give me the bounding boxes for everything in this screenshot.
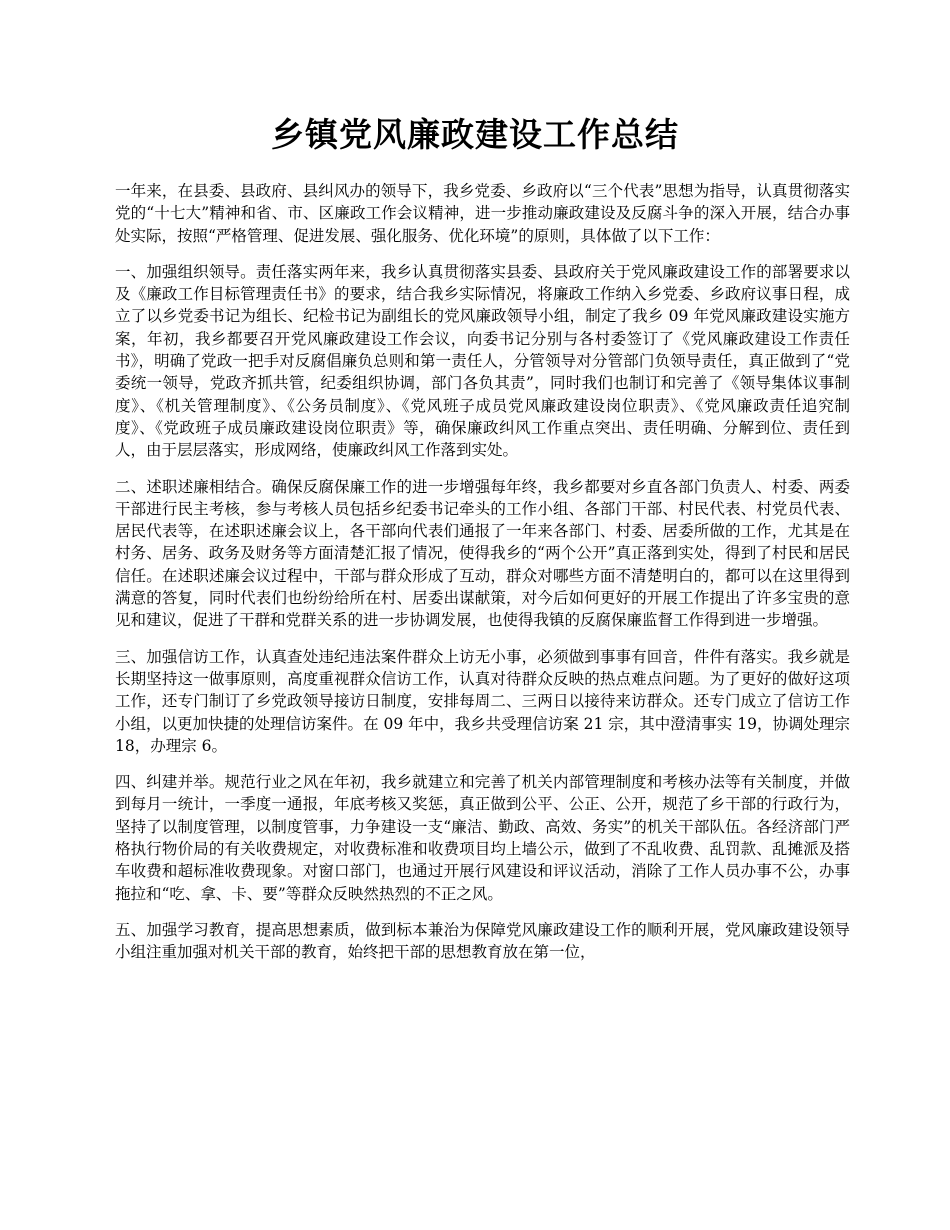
paragraph-section-2: 二、述职述廉相结合。确保反腐保廉工作的进一步增强每年终，我乡都要对乡直各部门负责人、村委、两委干部进行民主考核，参与考核人员包括乡纪委书记牵头的工作小组、各部门干部、村民代表、村党员代表、居民代表等，在述职述廉会议上，各干部向代表们通报了一年来各部门、村委、居委所做的工作，尤其是在村务、居务、政务及财务等方面清楚汇报了情况，使得我乡的“两个公开”真正落到实处，得到了村民和居民信任。在述职述廉会议过程中，干部与群众形成了互动，群众对哪些方面不清楚明白的，都可以在这里得到满意的答复，同时代表们也纷纷给所在村、居委出谋献策，对今后如何更好的开展工作提出了许多宝贵的意见和建议，促进了干群和党群关系的进一步协调发展，也使得我镇的反腐保廉监督工作得到进一步增强。 <box>115 477 850 630</box>
paragraph-section-4: 四、纠建并举。规范行业之风在年初，我乡就建立和完善了机关内部管理制度和考核办法等有关制度，并做到每月一统计，一季度一通报，年底考核又奖惩，真正做到公平、公正、公开，规范了乡干部的行政行为，坚持了以制度管理，以制度管事，力争建设一支“廉洁、勤政、高效、务实”的机关干部队伍。各经济部门严格执行物价局的有关收费规定，对收费标准和收费项目均上墙公示，做到了不乱收费、乱罚款、乱摊派及搭车收费和超标准收费现象。对窗口部门，也通过开展行风建设和评议活动，消除了工作人员办事不公，办事拖拉和“吃、拿、卡、要”等群众反映然热烈的不正之风。 <box>115 773 850 903</box>
document-body <box>115 180 850 978</box>
paragraph-section-3: 三、加强信访工作，认真查处违纪违法案件群众上访无小事，必须做到事事有回音，件件有落实。我乡就是长期坚持这一做事原则，高度重视群众信访工作，认真对待群众反映的热点难点问题。为了更好的做好这项工作，还专门制订了乡党政领导接访日制度，安排每周二、三两日以接待来访群众。还专门成立了信访工作小组，以更加快捷的处理信访案件。在 09 年中，我乡共受理信访案 21 宗，其中澄清事实 19，协调处理宗 18，办理宗 6。 <box>115 647 850 755</box>
paragraph-section-5: 五、加强学习教育，提高思想素质，做到标本兼治为保障党风廉政建设工作的顺利开展，党风廉政建设领导小组注重加强对机关干部的教育，始终把干部的思想教育放在第一位， <box>115 920 850 962</box>
paragraph-intro: 一年来，在县委、县政府、县纠风办的领导下，我乡党委、乡政府以“三个代表”思想为指导，认真贯彻落实党的“十七大”精神和省、市、区廉政工作会议精神，进一步推动廉政建设及反腐斗争的深入开展，结合办事处实际，按照“严格管理、促进发展、强化服务、优化环境”的原则，具体做了以下工作： <box>115 182 850 245</box>
document-title: 乡镇党风廉政建设工作总结 <box>271 115 679 154</box>
paragraph-section-1: 一、加强组织领导。责任落实两年来，我乡认真贯彻落实县委、县政府关于党风廉政建设工作的部署要求以及《廉政工作目标管理责任书》的要求，结合我乡实际情况，将廉政工作纳入乡党委、乡政府议事日程，成立了以乡党委书记为组长、纪检书记为副组长的党风廉政领导小组，制定了我乡 09 年党风廉政建设实施方案，年初，我乡都要召开党风廉政建设工作会议，向委书记分别与各村委签订了《党风廉政建设工作责任书》，明确了党政一把手对反腐倡廉负总则和第一责任人，分管领导对分管部门负领导责任，真正做到了“党委统一领导，党政齐抓共管，纪委组织协调，部门各负其责”，同时我们也制订和完善了《领导集体议事制度》、《机关管理制度》、《公务员制度》、《党风班子成员党风廉政建设岗位职责》、《党风廉政责任追究制度》、《党政班子成员廉政建设岗位职责》等，确保廉政纠风工作重点突出、责任明确、分解到位、责任到人，由于层层落实，形成网络，使廉政纠风工作落到实处。 <box>115 262 850 460</box>
